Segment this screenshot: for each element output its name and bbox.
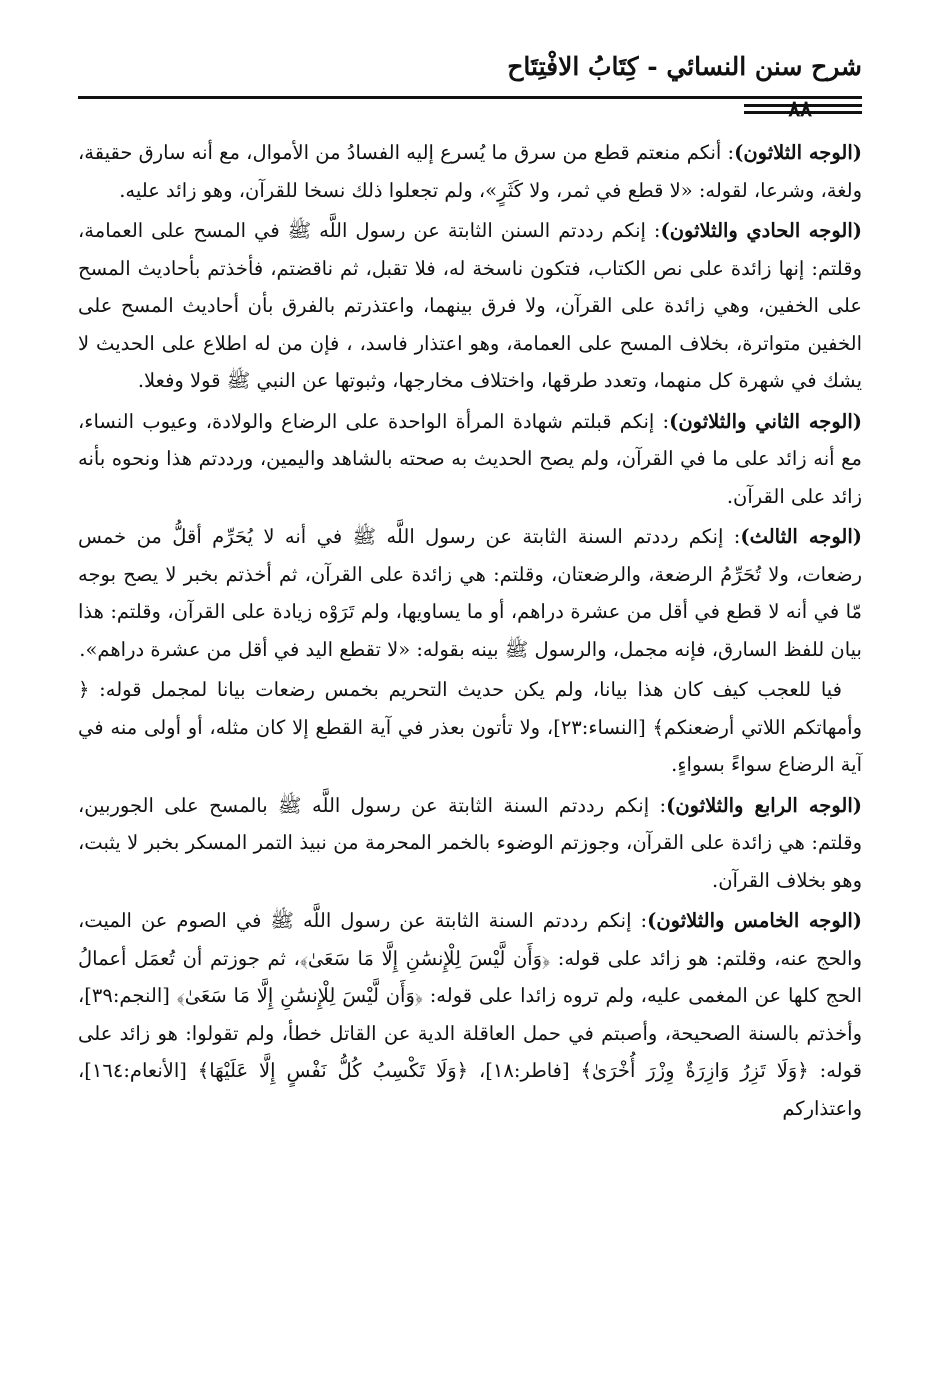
paragraph-heading: (الوجه الثالث) (740, 525, 862, 548)
page-header (78, 52, 862, 108)
paragraph (78, 518, 862, 668)
paragraph (78, 902, 862, 1127)
paragraph-text: : إنكم رددتم السنة الثابتة عن رسول اللَّه ﷺ في أنه لا يُحَرِّم أقلُّ من خمس رضعات، ولا تُحَرِّمُ الرضعة، والرضعتان، وقلتم: هي زائدة على القرآن، ثم أخذتم بخبر لا يصح بوجه مّا في أنه لا قطع في أقل من عشرة دراهم، أو ما يساويها، ولم تَرَوْه زيادة على القرآن، وقلتم: هذا بيان للفظ السارق، فإنه مجمل، والرسول ﷺ بينه بقوله: «لا تقطع اليد في أقل من عشرة دراهم». (78, 525, 862, 661)
paragraph-text: : إنكم رددتم السنن الثابتة عن رسول اللَّه ﷺ في المسح على العمامة، وقلتم: إنها زائدة على نص الكتاب، فتكون ناسخة له، فلا تقبل، ثم ناقضتم، فأخذتم بأحاديث المسح على الخفين، وهي زائدة على القرآن، ولا فرق بينهما، واعتذرتم بالفرق بأن أحاديث المسح على الخفين متواترة، بخلاف المسح على العمامة، وهو اعتذار فاسد، ، فإن من له اطلاع على الحديث لا يشك في شهرة كل منهما، وتعدد طرقها، واختلاف مخارجها، وثبوتها عن النبي ﷺ قولا وفعلا. (78, 219, 862, 392)
rule-line (744, 104, 862, 107)
page-number: ٨٨ (788, 96, 812, 122)
running-title: شرح سنن النسائي - كِتَابُ الافْتِتَاح (507, 52, 862, 81)
paragraph (78, 212, 862, 400)
paragraph-heading: (الوجه الثلاثون) (734, 141, 862, 164)
paragraph (78, 134, 862, 209)
header-rule (78, 96, 862, 99)
paragraph-heading: (الوجه الخامس والثلاثون) (647, 909, 862, 932)
paragraph (78, 787, 862, 900)
paragraph-heading: (الوجه الثاني والثلاثون) (669, 409, 862, 433)
paragraph-text: : أنكم منعتم قطع من سرق ما يُسرع إليه الفسادُ من الأموال، مع أنه سارق حقيقة، ولغة، وشرعا، لقوله: «لا قطع في ثمر، ولا كَثَرٍ»، ولم تجعلوا ذلك نسخا للقرآن، وهو زائد عليه. (78, 141, 862, 202)
paragraph-text: : إنكم رددتم السنة الثابتة عن رسول اللَّه ﷺ في الصوم عن الميت، والحج عنه، وقلتم: هو زائد على قوله: ﴿وَأَن لَّيْسَ لِلْإِنسَٰنِ إِلَّا مَا سَعَىٰ﴾، ثم جوزتم أن تُعمَل أعمالُ الحج كلها عن المغمى عليه، ولم تروه زائدا على قوله: ﴿وَأَن لَّيْسَ لِلْإِنسَٰنِ إِلَّا مَا سَعَىٰ﴾ [النجم:٣٩]، وأخذتم بالسنة الصحيحة، وأصبتم في حمل العاقلة الدية عن القاتل خطأ، ولم تقولوا: هو زائد على قوله: ﴿وَلَا تَزِرُ وَازِرَةٌ وِزْرَ أُخْرَىٰ﴾ [فاطر:١٨]، ﴿وَلَا تَكْسِبُ كُلُّ نَفْسٍ إِلَّا عَلَيْهَا﴾ [الأنعام:١٦٤]، واعتذاركم (78, 909, 862, 1120)
paragraph-heading: (الوجه الحادي والثلاثون) (660, 219, 862, 242)
paragraph-text: : إنكم قبلتم شهادة المرأة الواحدة على الرضاع والولادة، وعيوب النساء، مع أنه زائد على ما في القرآن، ولم يصح الحديث به صحته بالشاهد واليمين، ورددتم هذا ونحوه بأنه زائد على القرآن. (78, 409, 862, 508)
paragraph (78, 671, 862, 784)
paragraph-text: : إنكم رددتم السنة الثابتة عن رسول اللَّه ﷺ بالمسح على الجوربين، وقلتم: هي زائدة على القرآن، وجوزتم الوضوء بالخمر المحرمة من نبيذ التمر المسكر بخبر لا يثبت، وهو بخلاف القرآن. (78, 793, 862, 892)
paragraph-heading: (الوجه الرابع والثلاثون) (666, 793, 862, 817)
rule-line (744, 111, 862, 114)
paragraph-text: فيا للعجب كيف كان هذا بيانا، ولم يكن حديث التحريم بخمس رضعات بيانا لمجمل قوله: ﴿ وأمهاتكم اللاتي أرضعنكم﴾ [النساء:٢٣]، ولا تأتون بعذر في آية القطع إلا كان مثله، أو أولى منه في آية الرضاع سواءً بسواءٍ. (78, 678, 863, 776)
page-number-rules (744, 104, 862, 118)
body-text (78, 134, 862, 1130)
paragraph (78, 403, 862, 516)
